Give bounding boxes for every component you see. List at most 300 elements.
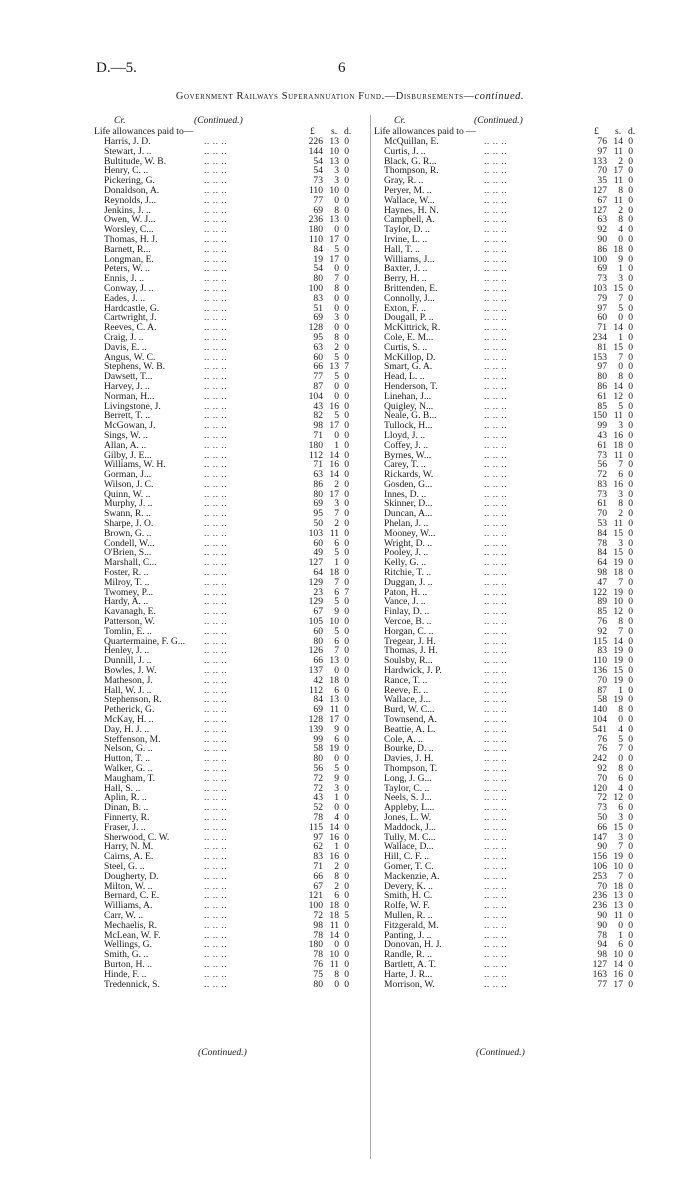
amount-pounds: 67 [313, 880, 323, 892]
amount-pence: 0 [628, 302, 633, 314]
payee-name: Neels, S. J... [384, 792, 432, 804]
payee-name: Peryer, M. .. [384, 184, 432, 196]
amount-shillings: 1 [618, 331, 623, 343]
amount-pounds: 83 [597, 478, 607, 490]
amount-pounds: 105 [308, 616, 323, 628]
dot-leader: .. .. .. [484, 606, 508, 618]
payee-name: Gray, R. .. [384, 175, 424, 187]
amount-pence: 0 [344, 341, 349, 353]
amount-pounds: 97 [597, 302, 607, 314]
amount-pence: 0 [628, 263, 633, 275]
amount-shillings: 8 [618, 616, 623, 628]
amount-shillings: 11 [613, 194, 623, 206]
amount-pounds: 95 [313, 331, 323, 343]
amount-shillings: 14 [329, 929, 339, 941]
amount-shillings: 14 [613, 380, 623, 392]
amount-pence: 0 [628, 655, 633, 667]
dot-leader: .. .. .. [484, 684, 508, 696]
payee-name: Pickering, G. [104, 175, 155, 187]
amount-pence: 0 [628, 870, 633, 882]
dot-leader: .. .. .. [484, 341, 508, 353]
amount-shillings: 6 [334, 733, 339, 745]
amount-pence: 0 [628, 361, 633, 373]
amount-pounds: 76 [597, 616, 607, 628]
amount-pence: 0 [628, 390, 633, 402]
amount-pounds: 126 [308, 645, 323, 657]
amount-pounds: 82 [313, 410, 323, 422]
amount-pence: 0 [344, 576, 349, 588]
amount-pounds: 150 [592, 410, 607, 422]
amount-shillings: 0 [334, 978, 339, 990]
amount-shillings: 5 [334, 351, 339, 363]
amount-shillings: 0 [334, 753, 339, 765]
amount-pounds: 97 [597, 145, 607, 157]
dot-leader: .. .. .. [204, 733, 228, 745]
payee-name: Worsley, C... [104, 224, 154, 236]
amount-shillings: 5 [618, 400, 623, 412]
amount-shillings: 11 [613, 449, 623, 461]
payee-name: Dawsett, T... [104, 371, 153, 383]
payee-name: Smith, H. C. [384, 890, 433, 902]
dot-leader: .. .. .. [204, 616, 228, 628]
payee-name: Matheson, J. [104, 674, 153, 686]
amount-pounds: 129 [308, 596, 323, 608]
amount-pence: 0 [344, 312, 349, 324]
payee-name: Peters, W. .. [104, 263, 150, 275]
amount-pence: 0 [344, 782, 349, 794]
dot-leader: .. .. .. [204, 488, 228, 500]
amount-pounds: 127 [592, 204, 607, 216]
right-column-header [374, 115, 656, 126]
amount-pounds: 73 [597, 449, 607, 461]
amount-pence: 0 [344, 537, 349, 549]
amount-shillings: 17 [329, 233, 339, 245]
amount-shillings: 18 [329, 900, 339, 912]
dot-leader: .. .. .. [484, 900, 508, 912]
dot-leader: .. .. .. [484, 155, 508, 167]
amount-shillings: 7 [618, 576, 623, 588]
payee-name: Head, L. .. [384, 371, 425, 383]
amount-pounds: 80 [597, 371, 607, 383]
amount-pounds: 76 [597, 743, 607, 755]
dot-leader: .. .. .. [204, 233, 228, 245]
payee-name: Curtis, S. .. [384, 341, 428, 353]
amount-pounds: 95 [313, 508, 323, 520]
payee-name: Hall, T. .. [384, 243, 420, 255]
amount-pence: 0 [344, 635, 349, 647]
amount-pounds: 85 [597, 606, 607, 618]
payee-name: Swann, R. .. [104, 508, 151, 520]
payee-name: Rance, T. .. [384, 674, 428, 686]
dot-leader: .. .. .. [484, 596, 508, 608]
amount-pence: 0 [628, 459, 633, 471]
dot-leader: .. .. .. [204, 429, 228, 441]
amount-shillings: 5 [334, 410, 339, 422]
amount-pence: 0 [628, 714, 633, 726]
payee-name: McKillop, D. [384, 351, 436, 363]
payee-name: McGowan, J. [104, 420, 156, 432]
amount-shillings: 3 [618, 537, 623, 549]
amount-pounds: 156 [592, 851, 607, 863]
amount-shillings: 6 [618, 939, 623, 951]
amount-shillings: 18 [613, 243, 623, 255]
payee-name: Brittenden, E. [384, 282, 438, 294]
amount-shillings: 3 [334, 165, 339, 177]
amount-pounds: 43 [313, 792, 323, 804]
amount-pounds: 127 [592, 184, 607, 196]
dot-leader: .. .. .. [204, 606, 228, 618]
dot-leader: .. .. .. [484, 802, 508, 814]
amount-pounds: 99 [313, 733, 323, 745]
amount-pence: 0 [344, 958, 349, 970]
payee-name: Harry, N. M. [104, 841, 154, 853]
amount-shillings: 11 [613, 518, 623, 530]
amount-pounds: 70 [597, 772, 607, 784]
amount-shillings: 19 [613, 655, 623, 667]
amount-pounds: 83 [597, 645, 607, 657]
payee-name: Hall, S. .. [104, 782, 141, 794]
dot-leader: .. .. .. [204, 449, 228, 461]
payee-name: Cole, E. M... [384, 331, 434, 343]
amount-pounds: 71 [313, 459, 323, 471]
payee-name: Finnerty, R. [104, 811, 150, 823]
amount-pounds: 236 [308, 214, 323, 226]
amount-pounds: 61 [597, 439, 607, 451]
amount-shillings: 0 [334, 429, 339, 441]
amount-pence: 0 [628, 312, 633, 324]
dot-leader: .. .. .. [204, 655, 228, 667]
dot-leader: .. .. .. [484, 322, 508, 334]
amount-shillings: 1 [334, 439, 339, 451]
dot-leader: .. .. .. [204, 841, 228, 853]
amount-shillings: 7 [618, 743, 623, 755]
amount-pence: 0 [344, 253, 349, 265]
amount-pence: 0 [628, 851, 633, 863]
dot-leader: .. .. .. [204, 557, 228, 569]
amount-shillings: 3 [618, 273, 623, 285]
dot-leader: .. .. .. [484, 811, 508, 823]
amount-pence: 0 [344, 831, 349, 843]
amount-shillings: 8 [334, 968, 339, 980]
dot-leader: .. .. .. [484, 616, 508, 628]
amount-pence: 0 [628, 792, 633, 804]
table-row [94, 980, 376, 990]
amount-pence: 0 [628, 831, 633, 843]
dot-leader: .. .. .. [484, 714, 508, 726]
amount-shillings: 17 [329, 420, 339, 432]
dot-leader: .. .. .. [204, 821, 228, 833]
dot-leader: .. .. .. [484, 380, 508, 392]
dot-leader: .. .. .. [204, 694, 228, 706]
amount-shillings: 7 [334, 508, 339, 520]
amount-shillings: 0 [618, 361, 623, 373]
payee-name: Henry, C. .. [104, 165, 149, 177]
dot-leader: .. .. .. [204, 890, 228, 902]
dot-leader: .. .. .. [484, 136, 508, 147]
amount-pence: 0 [628, 596, 633, 608]
dot-leader: .. .. .. [484, 635, 508, 647]
payee-name: Bernard, C. E. [104, 890, 160, 902]
payee-name: Stephens, W. B. [104, 361, 166, 373]
amount-pounds: 66 [313, 655, 323, 667]
payee-name: Nelson, G. .. [104, 743, 153, 755]
amount-shillings: 7 [618, 870, 623, 882]
dot-leader: .. .. .. [484, 243, 508, 255]
amount-shillings: 1 [334, 792, 339, 804]
payee-name: Baxter, J. .. [384, 263, 428, 275]
amount-pounds: 100 [308, 282, 323, 294]
dot-leader: .. .. .. [484, 939, 508, 951]
amount-shillings: 3 [618, 420, 623, 432]
amount-pence: 0 [344, 498, 349, 510]
amount-pence: 0 [344, 233, 349, 245]
dot-leader: .. .. .. [484, 723, 508, 735]
dot-leader: .. .. .. [484, 400, 508, 412]
amount-pence: 0 [628, 420, 633, 432]
amount-shillings: 0 [334, 322, 339, 334]
amount-shillings: 16 [329, 831, 339, 843]
amount-pounds: 121 [308, 890, 323, 902]
dot-leader: .. .. .. [204, 743, 228, 755]
dot-leader: .. .. .. [204, 322, 228, 334]
amount-shillings: 13 [329, 694, 339, 706]
amount-shillings: 6 [334, 890, 339, 902]
dot-leader: .. .. .. [204, 537, 228, 549]
amount-shillings: 5 [618, 733, 623, 745]
amount-pounds: 112 [308, 684, 323, 696]
payee-name: Craig, J. .. [104, 331, 144, 343]
amount-shillings: 11 [613, 175, 623, 187]
dot-leader: .. .. .. [484, 890, 508, 902]
dot-leader: .. .. .. [484, 439, 508, 451]
amount-pounds: 90 [597, 919, 607, 931]
amount-pence: 0 [628, 175, 633, 187]
amount-pence: 0 [628, 576, 633, 588]
amount-pence: 0 [344, 175, 349, 187]
dot-leader: .. .. .. [484, 145, 508, 157]
amount-shillings: 5 [618, 302, 623, 314]
amount-pounds: 92 [597, 625, 607, 637]
payee-name: Thompson, T. [384, 763, 438, 774]
amount-pounds: 110 [308, 233, 323, 245]
amount-pounds: 110 [308, 184, 323, 196]
payee-name: Wilson, J. C. [104, 478, 154, 490]
amount-shillings: 2 [334, 341, 339, 353]
dot-leader: .. .. .. [484, 743, 508, 755]
dot-leader: .. .. .. [204, 380, 228, 392]
dot-leader: .. .. .. [484, 449, 508, 461]
payee-name: Haynes, H. N. [384, 204, 439, 216]
dot-leader: .. .. .. [204, 625, 228, 637]
amount-shillings: 11 [329, 527, 339, 539]
amount-pounds: 106 [592, 860, 607, 872]
amount-pounds: 42 [313, 674, 323, 686]
amount-shillings: 3 [334, 312, 339, 324]
dot-leader: .. .. .. [484, 821, 508, 833]
amount-pounds: 97 [313, 831, 323, 843]
payee-name: Kelly, G. .. [384, 557, 427, 569]
amount-pounds: 70 [597, 674, 607, 686]
dot-leader: .. .. .. [484, 518, 508, 530]
amount-shillings: 3 [618, 811, 623, 823]
amount-pence: 0 [628, 753, 633, 765]
amount-pounds: 147 [592, 831, 607, 843]
amount-pence: 0 [344, 282, 349, 294]
dot-leader: .. .. .. [204, 518, 228, 530]
payee-name: Williams, A. [104, 900, 153, 912]
amount-pounds: 64 [597, 557, 607, 569]
dot-leader: .. .. .. [484, 576, 508, 588]
amount-pounds: 67 [313, 606, 323, 618]
amount-shillings: 19 [613, 851, 623, 863]
payee-name: Maddock, J... [384, 821, 436, 833]
amount-shillings: 9 [334, 772, 339, 784]
dot-leader: .. .. .. [484, 371, 508, 383]
amount-pounds: 144 [308, 145, 323, 157]
dot-leader: .. .. .. [484, 782, 508, 794]
amount-shillings: 6 [334, 635, 339, 647]
amount-pence: 0 [344, 420, 349, 432]
payee-name: McKay, H. .. [104, 714, 154, 726]
payee-name: Angus, W. C. [104, 351, 156, 363]
dot-leader: .. .. .. [204, 576, 228, 588]
amount-pounds: 73 [597, 273, 607, 285]
payee-name: Sherwood, C. W. [104, 831, 170, 843]
amount-pence: 0 [628, 243, 633, 255]
dot-leader: .. .. .. [484, 204, 508, 216]
amount-pounds: 180 [308, 224, 323, 236]
amount-pence: 0 [344, 508, 349, 520]
amount-pence: 0 [344, 224, 349, 236]
amount-pounds: 70 [597, 165, 607, 177]
dot-leader: .. .. .. [484, 420, 508, 432]
dot-leader: .. .. .. [484, 214, 508, 226]
payee-name: Thompson, R. [384, 165, 439, 177]
payee-name: Fraser, J. .. [104, 821, 146, 833]
dot-leader: .. .. .. [484, 282, 508, 294]
amount-shillings: 5 [334, 547, 339, 559]
dot-leader: .. .. .. [204, 586, 228, 598]
amount-pounds: 81 [597, 341, 607, 353]
amount-pence: 0 [628, 733, 633, 745]
amount-pence: 0 [344, 723, 349, 735]
amount-pounds: 47 [597, 576, 607, 588]
amount-pounds: 92 [597, 763, 607, 774]
amount-pence: 0 [344, 439, 349, 451]
amount-shillings: 0 [618, 714, 623, 726]
dot-leader: .. .. .. [204, 469, 228, 481]
amount-shillings: 7 [334, 576, 339, 588]
amount-pence: 0 [628, 919, 633, 931]
amount-pence: 0 [344, 390, 349, 402]
payee-name: Soulsby, R... [384, 655, 433, 667]
amount-shillings: 7 [334, 273, 339, 285]
payee-name: Norman, H... [104, 390, 155, 402]
amount-shillings: 0 [334, 224, 339, 236]
amount-pence: 0 [628, 606, 633, 618]
amount-pounds: 61 [597, 390, 607, 402]
amount-shillings: 1 [334, 557, 339, 569]
amount-shillings: 8 [618, 498, 623, 510]
amount-pence: 0 [344, 478, 349, 490]
amount-pence: 0 [628, 224, 633, 236]
amount-pence: 0 [344, 851, 349, 863]
amount-shillings: 2 [334, 860, 339, 872]
amount-pounds: 70 [597, 880, 607, 892]
amount-pounds: 115 [592, 635, 607, 647]
amount-pence: 0 [344, 890, 349, 902]
amount-pence: 0 [344, 968, 349, 980]
dot-leader: .. .. .. [204, 508, 228, 520]
dot-leader: .. .. .. [204, 665, 228, 677]
payee-name: Bartlett, A. T. [384, 958, 437, 970]
amount-pounds: 180 [308, 439, 323, 451]
dot-leader: .. .. .. [484, 478, 508, 490]
dot-leader: .. .. .. [204, 763, 228, 774]
payee-name: Tregear, J. H. [384, 635, 436, 647]
amount-pence: 0 [628, 508, 633, 520]
amount-pounds: 67 [597, 194, 607, 206]
amount-pence: 0 [344, 184, 349, 196]
payee-name: Jenkins, J. .. [104, 204, 151, 216]
payee-name: Dougall, P. .. [384, 312, 434, 324]
amount-pence: 0 [344, 273, 349, 285]
amount-shillings: 0 [334, 292, 339, 304]
amount-shillings: 2 [618, 508, 623, 520]
amount-pence: 0 [344, 410, 349, 422]
payee-name: Mechaelis, R. [104, 919, 158, 931]
amount-pounds: 56 [597, 459, 607, 471]
payee-name: Curtis, J. .. [384, 145, 426, 157]
amount-pounds: 49 [313, 547, 323, 559]
payee-name: Longman, E. [104, 253, 154, 265]
amount-pence: 0 [628, 811, 633, 823]
dot-leader: .. .. .. [204, 958, 228, 970]
payee-name: Steel, G. .. [104, 860, 145, 872]
dot-leader: .. .. .. [204, 684, 228, 696]
amount-pence: 0 [344, 811, 349, 823]
page-title [0, 91, 700, 102]
dot-leader: .. .. .. [204, 312, 228, 324]
amount-shillings: 18 [613, 880, 623, 892]
amount-pounds: 110 [592, 655, 607, 667]
amount-shillings: 15 [613, 527, 623, 539]
amount-shillings: 18 [329, 674, 339, 686]
amount-pence: 0 [344, 567, 349, 579]
payee-name: Tredennick, S. [104, 978, 160, 990]
amount-pence: 0 [344, 204, 349, 216]
payee-name: Tully, M. C... [384, 831, 436, 843]
dot-leader: .. .. .. [484, 469, 508, 481]
amount-pence: 0 [628, 273, 633, 285]
amount-pence: 0 [628, 165, 633, 177]
amount-pounds: 60 [313, 625, 323, 637]
amount-shillings: 6 [618, 772, 623, 784]
payee-name: Finlay, D. .. [384, 606, 430, 618]
dot-leader: .. .. .. [484, 273, 508, 285]
amount-pounds: 104 [308, 390, 323, 402]
amount-pence: 0 [344, 136, 349, 147]
amount-pounds: 99 [597, 420, 607, 432]
amount-pounds: 242 [592, 753, 607, 765]
dot-leader: .. .. .. [204, 772, 228, 784]
amount-pounds: 87 [313, 380, 323, 392]
amount-pounds: 127 [592, 958, 607, 970]
amount-pence: 0 [628, 860, 633, 872]
amount-pence: 0 [628, 821, 633, 833]
payee-name: Paton, H. .. [384, 586, 428, 598]
dot-leader: .. .. .. [484, 165, 508, 177]
